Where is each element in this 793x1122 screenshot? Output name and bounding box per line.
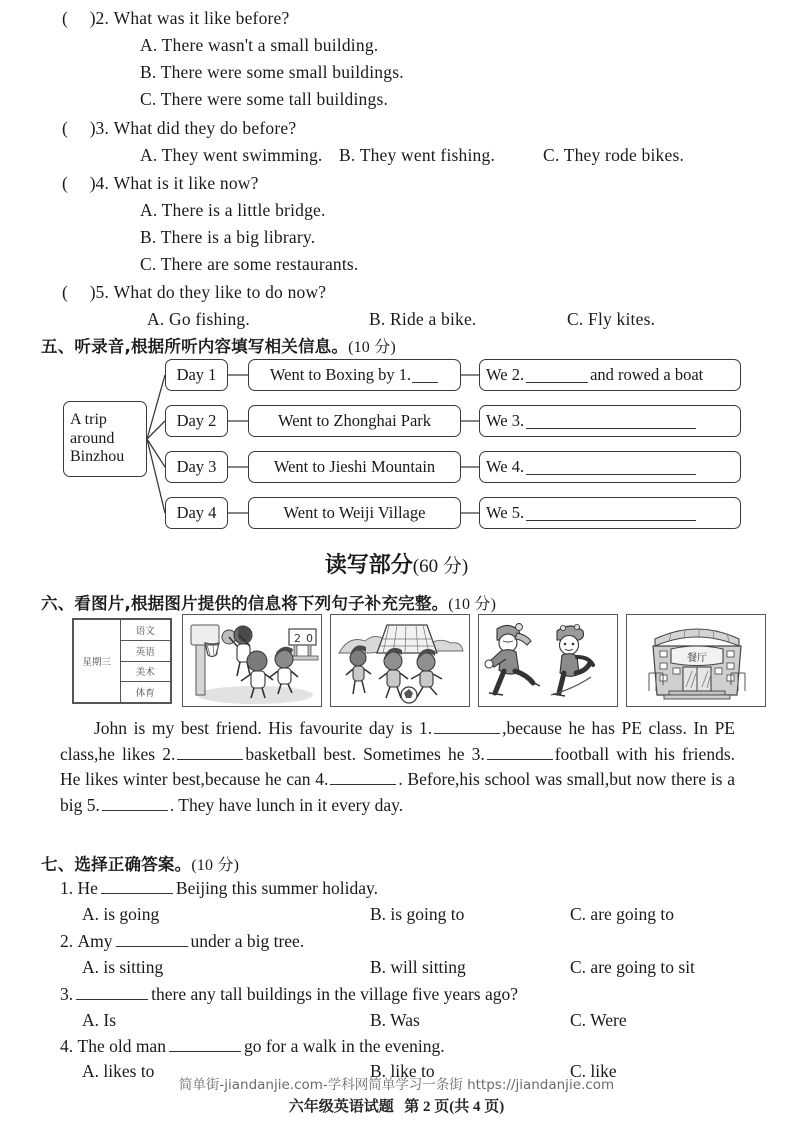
schedule-day: 星期三 <box>74 620 121 703</box>
trip-mindmap <box>55 355 745 537</box>
mcq-question-2 <box>60 931 304 952</box>
question-3-row <box>62 118 296 139</box>
ice-skating-scene-svg <box>479 615 618 707</box>
mcq-3-option-a[interactable]: A. Is <box>82 1010 117 1030</box>
mindmap-day-3: Day 3 <box>165 451 228 483</box>
answer-2-blank[interactable] <box>526 414 696 429</box>
part-title <box>0 548 793 579</box>
paragraph-text-2: ,because he has PE class. In PE class,he likes 2. <box>60 718 735 764</box>
mcq-1-blank[interactable] <box>101 878 173 894</box>
mindmap-day-2: Day 2 <box>165 405 228 437</box>
section-five-heading <box>41 333 396 357</box>
mindmap-activity-4: Went to Weiji Village <box>248 497 461 529</box>
ice-skating-scene-image <box>478 614 618 707</box>
activity-1-blank[interactable] <box>412 368 438 383</box>
mindmap-activity-1 <box>248 359 461 391</box>
mcq-2-option-b[interactable]: B. will sitting <box>370 957 466 977</box>
answer-1-suffix: and rowed a boat <box>590 365 704 384</box>
paragraph-blank-1[interactable] <box>434 718 500 734</box>
mindmap-day-1: Day 1 <box>165 359 228 391</box>
mindmap-answer-1 <box>479 359 741 391</box>
section-six-heading <box>41 590 496 614</box>
answer-paren[interactable]: ( ) <box>62 8 96 28</box>
mcq-4-number: 4. <box>60 1036 74 1056</box>
question-stem: What did they do before? <box>113 118 297 138</box>
mcq-3-option-c[interactable]: C. Were <box>570 1010 627 1030</box>
question-stem: What is it like now? <box>113 173 259 193</box>
question-3-option-b[interactable]: B. They went fishing. <box>339 145 496 165</box>
paragraph-blank-2[interactable] <box>177 744 243 760</box>
center-line-1: A trip <box>70 411 107 429</box>
mcq-2-blank[interactable] <box>116 931 188 947</box>
paragraph-blank-4[interactable] <box>330 769 396 785</box>
question-2-option-a[interactable]: A. There wasn't a small building. <box>140 35 379 55</box>
page-footer <box>0 1095 793 1116</box>
basketball-scene-image <box>182 614 322 707</box>
mcq-4-option-b[interactable]: B. like to <box>370 1061 435 1081</box>
mcq-4-after: go for a walk in the evening. <box>243 1036 445 1056</box>
schedule-subject-2: 英语 <box>120 640 170 661</box>
schedule-subject-4: 体育 <box>120 682 170 703</box>
answer-4-blank[interactable] <box>526 506 696 521</box>
mindmap-day-4: Day 4 <box>165 497 228 529</box>
paragraph-text-6: . They have lunch in it every day. <box>169 794 404 815</box>
section-seven-heading <box>41 851 239 875</box>
mindmap-activity-3: Went to Jieshi Mountain <box>248 451 461 483</box>
question-2-option-c[interactable]: C. There were some tall buildings. <box>140 89 389 109</box>
section-six-heading-text: 六、看图片,根据图片提供的信息将下列句子补充完整。 <box>41 594 449 613</box>
mindmap-answer-2 <box>479 405 741 437</box>
section-six-points: (10 分) <box>448 596 497 613</box>
activity-1-text: Went to Boxing by 1. <box>269 365 412 384</box>
section-five-points: (10 分) <box>348 339 396 356</box>
answer-paren[interactable]: ( ) <box>62 173 96 193</box>
mcq-4-option-a[interactable]: A. likes to <box>82 1061 155 1081</box>
mindmap-activity-2: Went to Zhonghai Park <box>248 405 461 437</box>
mcq-3-number: 3. <box>60 984 74 1004</box>
question-stem: What do they like to do now? <box>113 282 327 302</box>
mcq-1-option-a[interactable]: A. is going <box>82 904 160 924</box>
mcq-2-before: Amy <box>77 931 113 951</box>
section-seven-points: (10 分) <box>191 857 240 874</box>
question-4-option-b[interactable]: B. There is a big library. <box>140 227 316 247</box>
question-4-option-c[interactable]: C. There are some restaurants. <box>140 254 359 274</box>
mcq-1-before: He <box>77 878 98 898</box>
answer-3-prefix: We 4. <box>486 457 525 476</box>
section-seven-heading-text: 七、选择正确答案。 <box>41 855 192 874</box>
part-title-text: 读写部分 <box>324 553 413 578</box>
mcq-2-number: 2. <box>60 931 74 951</box>
class-schedule-table <box>72 618 172 704</box>
basketball-scene-svg <box>183 615 322 707</box>
canteen-building-svg <box>627 615 766 707</box>
mcq-1-option-b[interactable]: B. is going to <box>370 904 465 924</box>
paragraph-text-5: . Before,his school was small,but now there is a big 5. <box>60 769 735 815</box>
fill-in-paragraph <box>60 716 735 818</box>
center-line-3: Binzhou <box>70 448 125 466</box>
question-4-row <box>62 173 259 194</box>
question-stem: What was it like before? <box>113 8 290 28</box>
mcq-1-after: Beijing this summer holiday. <box>175 878 378 898</box>
football-scene-svg <box>331 615 470 707</box>
question-3-option-c[interactable]: C. They rode bikes. <box>543 145 685 165</box>
schedule-subject-3: 美术 <box>120 661 170 682</box>
mcq-3-option-b[interactable]: B. Was <box>370 1010 420 1030</box>
exam-title: 六年级英语试题 <box>288 1097 394 1115</box>
question-2-row <box>62 8 289 29</box>
canteen-sign-label: 餐厅 <box>687 653 707 664</box>
answer-2-prefix: We 3. <box>486 411 525 430</box>
mcq-question-3 <box>60 984 518 1005</box>
mcq-4-before: The old man <box>77 1036 166 1056</box>
paragraph-text-4: football with his friends. He likes winter best,because he can 4. <box>60 743 735 789</box>
mcq-1-number: 1. <box>60 878 74 898</box>
mcq-2-after: under a big tree. <box>190 931 305 951</box>
mcq-question-4 <box>60 1036 445 1057</box>
mcq-4-option-c[interactable]: C. like <box>570 1061 617 1081</box>
question-5-option-a[interactable]: A. Go fishing. <box>147 309 250 329</box>
answer-1-blank[interactable] <box>526 368 588 383</box>
football-scene-image <box>330 614 470 707</box>
center-line-2: around <box>70 429 115 447</box>
schedule-subject-1: 语文 <box>120 620 170 641</box>
question-5-option-c[interactable]: C. Fly kites. <box>567 309 656 329</box>
canteen-building-image <box>626 614 766 707</box>
section-five-heading-text: 五、听录音,根据所听内容填写相关信息。 <box>41 337 349 356</box>
mindmap-center-node <box>63 401 147 477</box>
question-5-option-b[interactable]: B. Ride a bike. <box>369 309 477 329</box>
mindmap-answer-3 <box>479 451 741 483</box>
question-number: 2. <box>95 8 110 28</box>
site-watermark: 简单街-jiandanjie.com-学科网简单学习一条街 https://jiandanjie.com <box>178 1077 615 1093</box>
question-number: 5. <box>95 282 110 302</box>
mcq-1-option-c[interactable]: C. are going to <box>570 904 675 924</box>
mcq-3-after: there any tall buildings in the village five years ago? <box>151 984 519 1004</box>
question-number: 4. <box>95 173 110 193</box>
mcq-question-1 <box>60 878 378 899</box>
question-4-option-a[interactable]: A. There is a little bridge. <box>140 200 326 220</box>
svg-text:2: 2 <box>294 632 301 645</box>
question-3-option-a[interactable]: A. They went swimming. <box>140 145 323 165</box>
page-number-label: 第 2 页(共 4 页) <box>404 1099 505 1115</box>
mcq-2-option-c[interactable]: C. are going to sit <box>570 957 695 977</box>
svg-text:0: 0 <box>306 632 313 645</box>
mcq-2-option-a[interactable]: A. is sitting <box>82 957 164 977</box>
paragraph-text-1: John is my best friend. His favourite day is 1. <box>94 718 433 738</box>
answer-3-blank[interactable] <box>526 460 696 475</box>
question-2-option-b[interactable]: B. There were some small buildings. <box>140 62 404 82</box>
answer-paren[interactable]: ( ) <box>62 118 96 138</box>
question-number: 3. <box>95 118 110 138</box>
part-title-points: (60 分) <box>412 556 469 577</box>
question-5-row <box>62 282 326 303</box>
answer-4-prefix: We 5. <box>486 503 525 522</box>
paragraph-blank-3[interactable] <box>487 744 553 760</box>
mcq-4-blank[interactable] <box>169 1036 241 1052</box>
mindmap-answer-4 <box>479 497 741 529</box>
answer-1-prefix: We 2. <box>486 365 525 384</box>
mcq-3-blank[interactable] <box>76 984 148 1000</box>
paragraph-text-3: basketball best. Sometimes he 3. <box>245 743 485 764</box>
paragraph-blank-5[interactable] <box>102 795 168 811</box>
answer-paren[interactable]: ( ) <box>62 282 96 302</box>
